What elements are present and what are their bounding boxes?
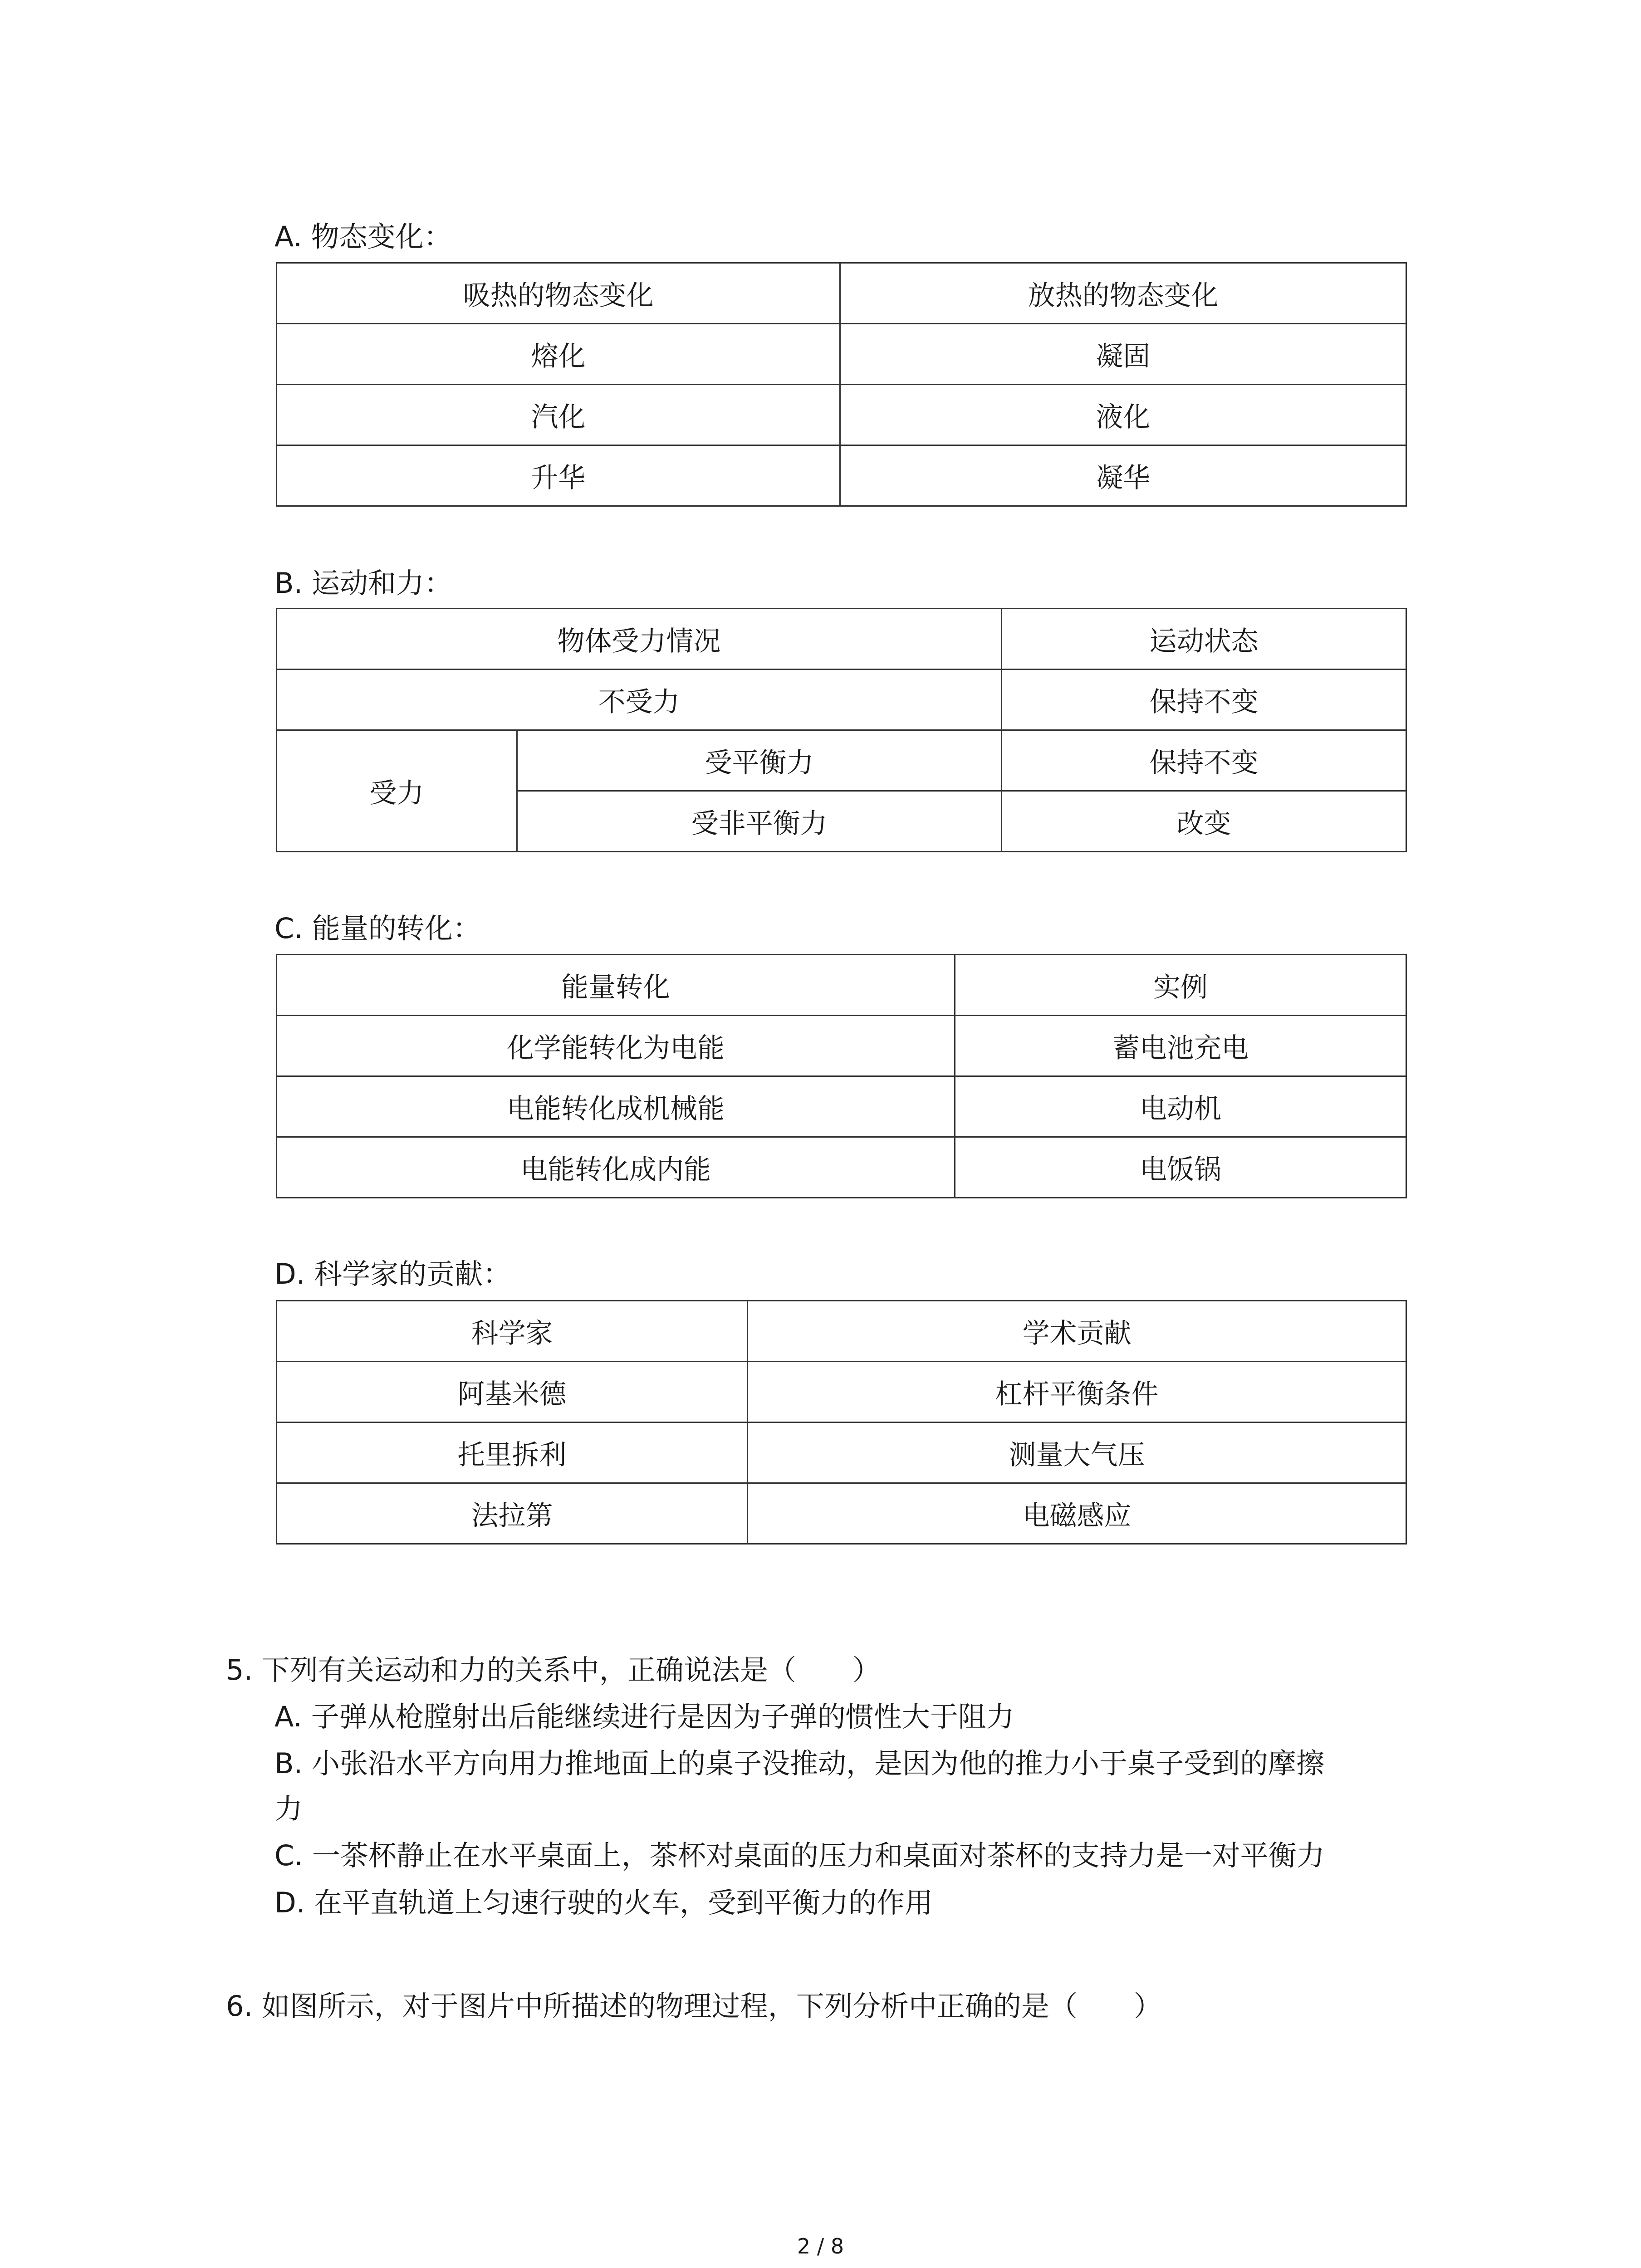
table-row (277, 324, 1406, 385)
table-row (277, 445, 1406, 506)
table-cell: 凝固 (840, 324, 1406, 385)
table-cell: 保持不变 (1002, 670, 1406, 730)
table-cell: 托里拆利 (277, 1422, 748, 1483)
section-b-heading: B. 运动和力： (274, 567, 452, 600)
table-cell: 保持不变 (1002, 730, 1406, 791)
table-cell: 电动机 (955, 1076, 1406, 1137)
table-cell: 电磁感应 (748, 1483, 1406, 1544)
table-row (277, 1422, 1406, 1483)
header-cell: 物体受力情况 (277, 609, 1002, 670)
table-row (277, 1483, 1406, 1544)
section-a-heading: A. 物态变化： (274, 220, 452, 253)
table-row (277, 670, 1406, 730)
table-header-row (277, 609, 1406, 670)
page-number: 2 / 8 (797, 2234, 844, 2258)
table-cell: 蓄电池充电 (955, 1016, 1406, 1076)
table-cell: 电能转化成机械能 (277, 1076, 955, 1137)
header-cell: 实例 (955, 955, 1406, 1016)
table-header-row (277, 263, 1406, 324)
header-cell: 学术贡献 (748, 1301, 1406, 1362)
question-5-option-c: C. 一茶杯静止在水平桌面上，茶杯对桌面的压力和桌面对茶杯的支持力是一对平衡力 (274, 1839, 1325, 1872)
question-5-option-d: D. 在平直轨道上匀速行驶的火车，受到平衡力的作用 (274, 1886, 933, 1919)
table-row (277, 385, 1406, 445)
header-cell: 科学家 (277, 1301, 748, 1362)
question-5-stem: 5. 下列有关运动和力的关系中，正确说法是（ ） (226, 1653, 881, 1686)
question-6-stem: 6. 如图所示，对于图片中所描述的物理过程，下列分析中正确的是（ ） (226, 1989, 1162, 2023)
table-cell: 汽化 (277, 385, 840, 445)
table-row (277, 730, 1406, 791)
section-d-heading: D. 科学家的贡献： (274, 1257, 511, 1290)
table-header-row (277, 1301, 1406, 1362)
energy-conversion-table (276, 954, 1407, 1198)
table-row (277, 1076, 1406, 1137)
header-cell: 吸热的物态变化 (277, 263, 840, 324)
scientist-table (276, 1300, 1407, 1545)
header-cell: 能量转化 (277, 955, 955, 1016)
table-cell: 法拉第 (277, 1483, 748, 1544)
table-cell: 化学能转化为电能 (277, 1016, 955, 1076)
group-label-cell: 受力 (277, 730, 517, 852)
table-cell: 凝华 (840, 445, 1406, 506)
question-5-option-b-continued: 力 (274, 1792, 303, 1825)
table-cell: 改变 (1002, 791, 1406, 852)
phase-change-table (276, 262, 1407, 507)
table-cell: 杠杆平衡条件 (748, 1362, 1406, 1422)
table-row (277, 1016, 1406, 1076)
table-cell: 不受力 (277, 670, 1002, 730)
header-cell: 放热的物态变化 (840, 263, 1406, 324)
motion-force-table (276, 608, 1407, 852)
header-cell: 运动状态 (1002, 609, 1406, 670)
table-cell: 液化 (840, 385, 1406, 445)
table-row (277, 1362, 1406, 1422)
table-cell: 电能转化成内能 (277, 1137, 955, 1198)
table-cell: 受平衡力 (517, 730, 1002, 791)
table-row (277, 1137, 1406, 1198)
table-cell: 受非平衡力 (517, 791, 1002, 852)
section-c-heading: C. 能量的转化： (274, 912, 481, 945)
question-5-option-a: A. 子弹从枪膛射出后能继续进行是因为子弹的惯性大于阻力 (274, 1700, 1014, 1733)
table-header-row (277, 955, 1406, 1016)
table-cell: 电饭锅 (955, 1137, 1406, 1198)
table-cell: 阿基米德 (277, 1362, 748, 1422)
table-cell: 熔化 (277, 324, 840, 385)
table-cell: 升华 (277, 445, 840, 506)
question-5-option-b: B. 小张沿水平方向用力推地面上的桌子没推动，是因为他的推力小于桌子受到的摩擦 (274, 1747, 1324, 1780)
table-cell: 测量大气压 (748, 1422, 1406, 1483)
